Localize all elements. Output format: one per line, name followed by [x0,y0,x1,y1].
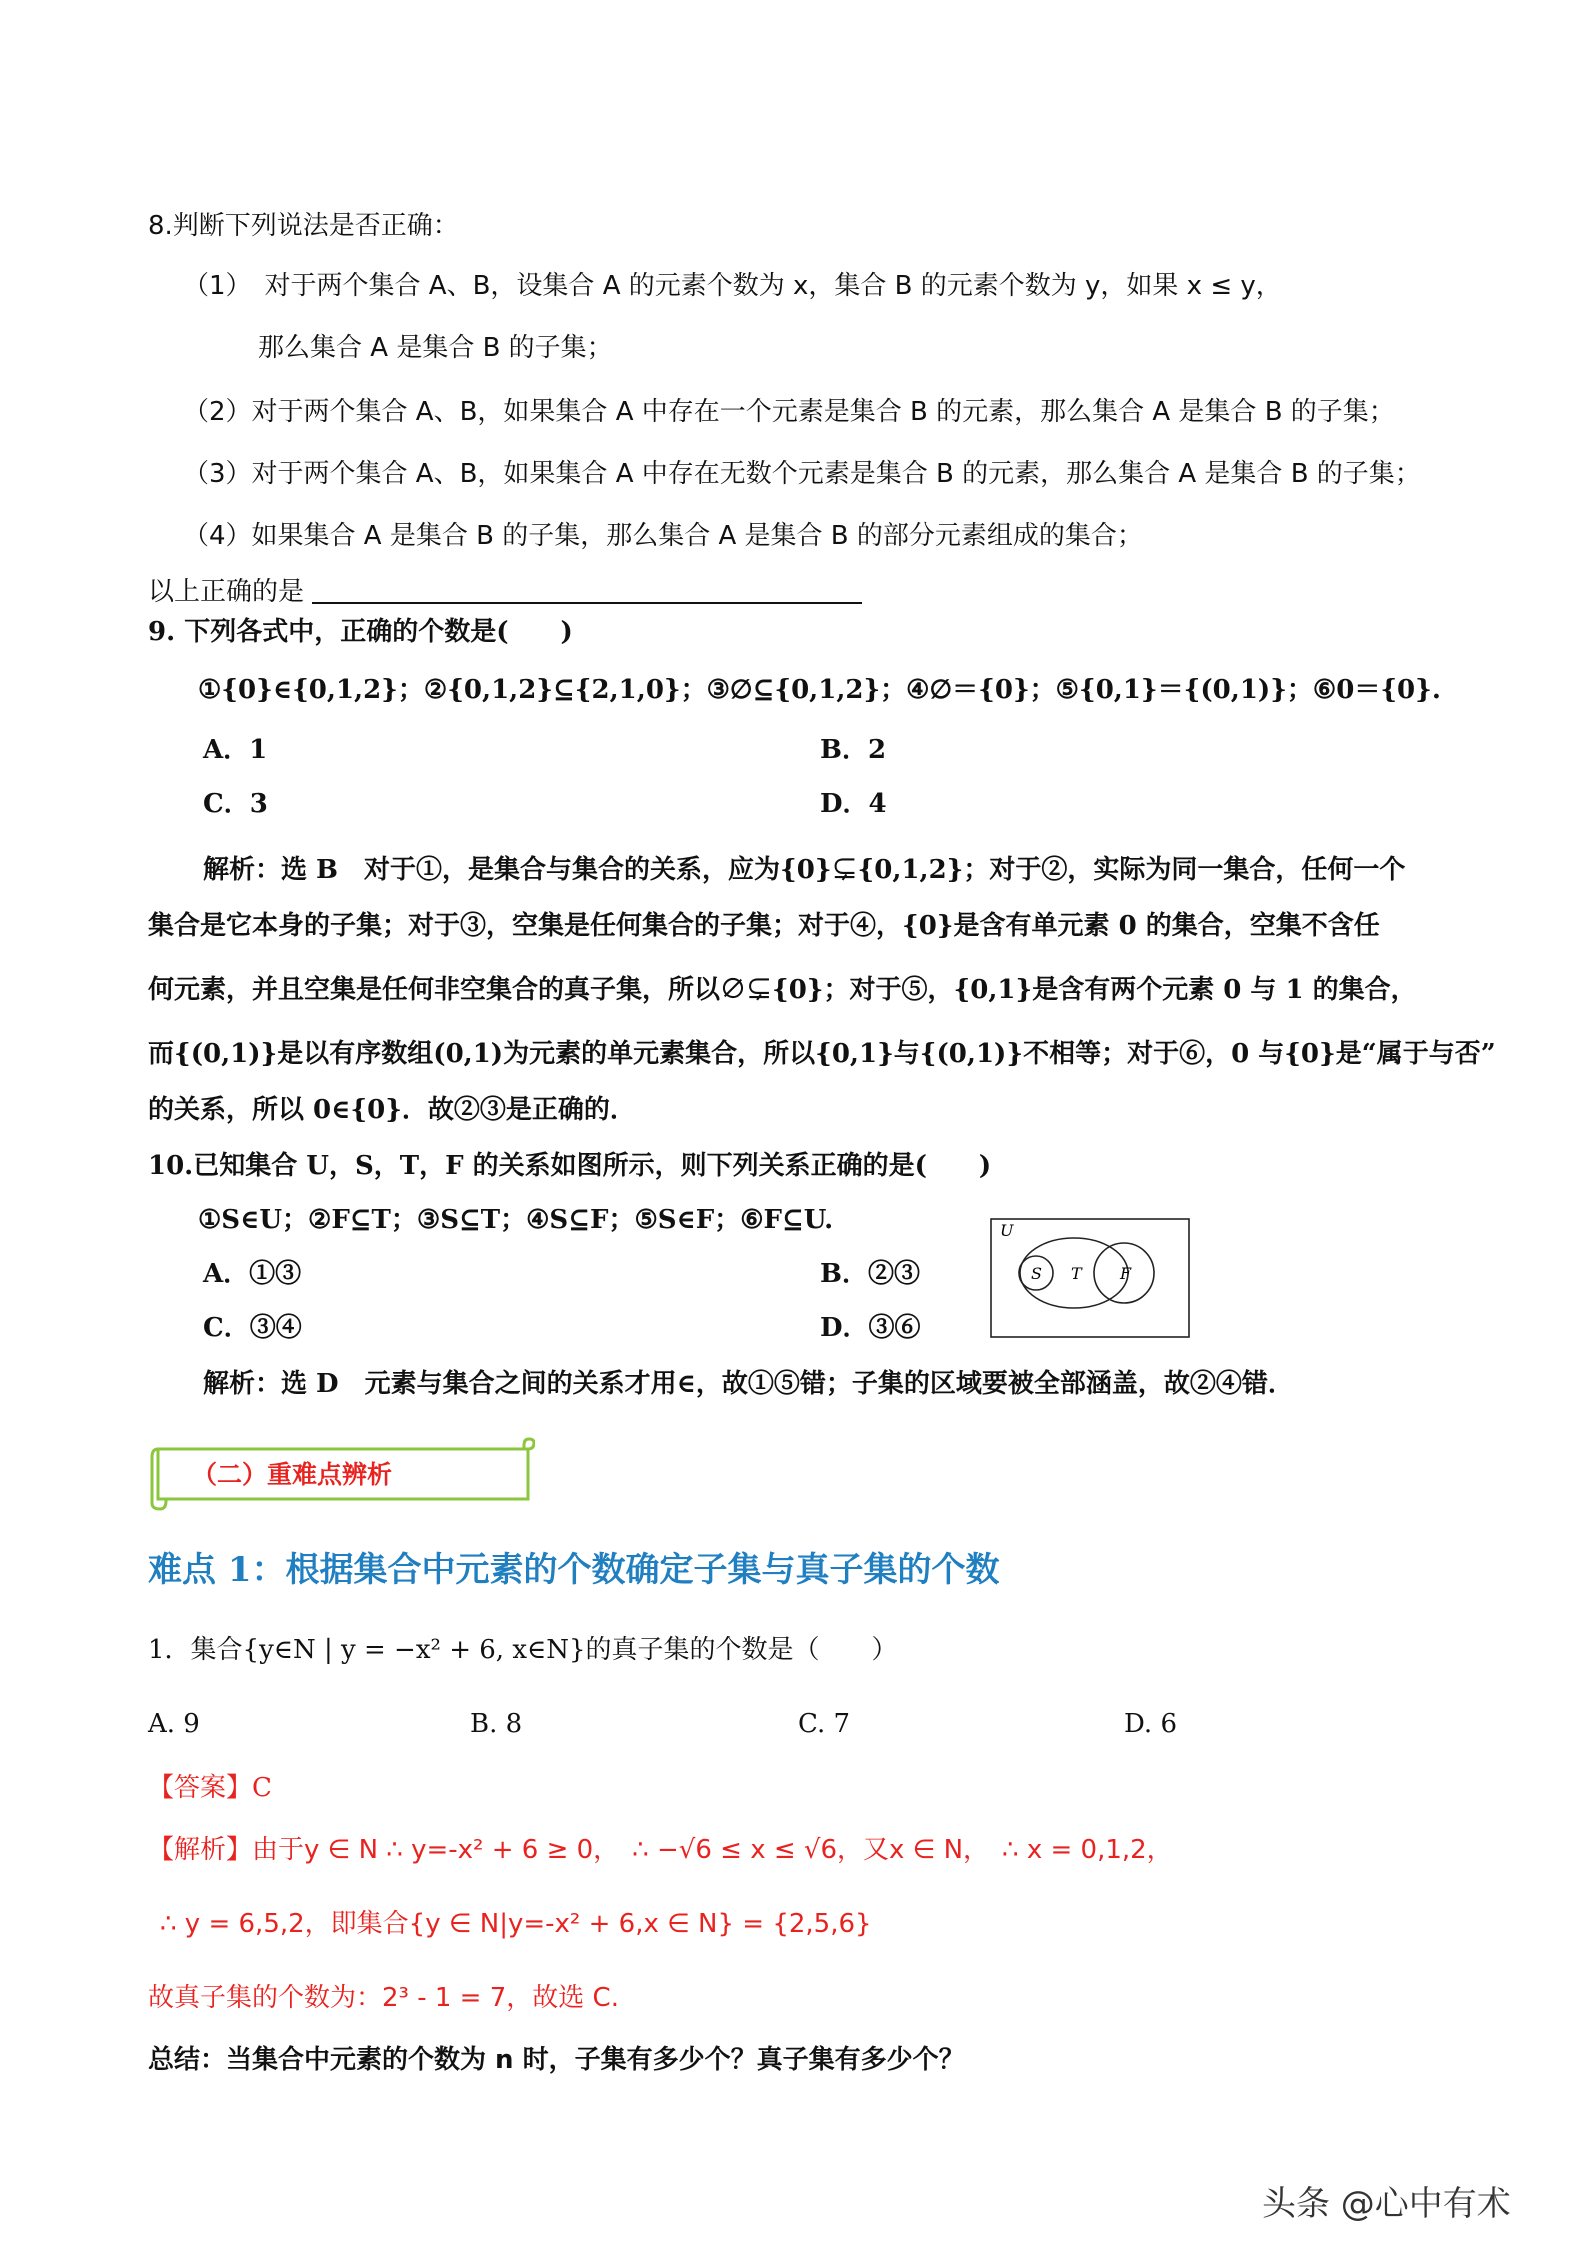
q9-title: 9. 下列各式中，正确的个数是( ) [148,617,573,647]
q9-items: ①{0}∈{0,1,2}；②{0,1,2}⊆{2,1,0}；③∅⊆{0,1,2}；④∅＝{0}；⑤{0,1}＝{(0,1)}；⑥0＝{0}. [198,675,1441,705]
q9-explanation-line-2: 集合是它本身的子集；对于③，空集是任何集合的子集；对于④，{0}是含有单元素 0 的集合，空集不含任 [148,911,1380,941]
p1-question: 1．集合{y∈N | y = −x² + 6, x∈N}的真子集的个数是（ ） [148,1635,898,1665]
p1-analysis-line-2: ∴ y = 6,5,2，即集合{y ∈ N|y=-x² + 6,x ∈ N} = {2,5,6} [160,1909,872,1939]
q9-explanation-line-5: 的关系，所以 0∈{0}．故②③是正确的． [148,1095,636,1125]
q8-title: 8.判断下列说法是否正确： [148,211,459,241]
p1-answer-value: C [252,1773,272,1803]
q8-statement-2: （2）对于两个集合 A、B，如果集合 A 中存在一个元素是集合 B 的元素，那么集合 A 是集合 B 的子集； [183,397,1395,427]
q9-explanation-line-1: 解析：选 B 对于①，是集合与集合的关系，应为{0}⊊{0,1,2}；对于②，实际为同一集合，任何一个 [203,855,1406,885]
p1-summary: 总结：当集合中元素的个数为 n 时，子集有多少个？真子集有多少个？ [148,2045,965,2075]
venn-diagram [990,1218,1190,1338]
q8-answer-prompt: 以上正确的是 [148,577,305,607]
p1-analysis-line-1 [148,1832,1173,1868]
q8-answer-blank [312,602,862,604]
q9-explanation-line-3: 何元素，并且空集是任何非空集合的真子集，所以∅⊊{0}；对于⑤，{0,1}是含有两个元素 0 与 1 的集合， [148,975,1417,1005]
q8-statement-1-line-2: 那么集合 A 是集合 B 的子集； [258,333,613,363]
venn-label-u: U [1000,1221,1014,1240]
section-heading: 难点 1：根据集合中元素的个数确定子集与真子集的个数 [148,1550,1000,1590]
section-banner [150,1437,535,1511]
p1-option-d: D. 6 [1124,1709,1177,1739]
q10-title: 10.已知集合 U，S，T，F 的关系如图所示，则下列关系正确的是( ) [148,1151,992,1181]
q8-statement-4: （4）如果集合 A 是集合 B 的子集，那么集合 A 是集合 B 的部分元素组成的集合； [183,521,1143,551]
q10-option-a: A．①③ [203,1259,302,1289]
q10-explanation: 解析：选 D 元素与集合之间的关系才用∈，故①⑤错；子集的区域要被全部涵盖，故②④错． [203,1369,1294,1399]
q9-explanation-line-4: 而{(0,1)}是以有序数组(0,1)为元素的单元素集合，所以{0,1}与{(0,1)}不相等；对于⑥，0 与{0}是“属于与否” [148,1039,1496,1069]
venn-label-t: T [1071,1264,1082,1283]
p1-answer-label: 【答案】 [148,1773,253,1803]
watermark: 头条 @心中有术 [1262,2184,1511,2224]
q9-option-c: C．3 [203,789,268,819]
p1-analysis-label: 【解析】 [148,1835,253,1865]
q10-items: ①S∈U；②F⊆T；③S⊆T；④S⊆F；⑤S∈F；⑥F⊆U. [198,1205,834,1235]
p1-analysis-line-3: 故真子集的个数为：2³ - 1 = 7，故选 C. [148,1983,619,2013]
q10-option-c: C．③④ [203,1313,302,1343]
p1-analysis-text-1: 由于y ∈ N ∴ y=-x² + 6 ≥ 0， ∴ −√6 ≤ x ≤ √6，又x ∈ N， ∴ x = 0,1,2， [252,1835,1173,1865]
q10-option-b: B．②③ [820,1259,920,1289]
p1-option-b: B. 8 [470,1709,523,1739]
section-banner-label: （二）重难点辨析 [192,1460,393,1489]
q8-statement-1-line-1: （1） 对于两个集合 A、B，设集合 A 的元素个数为 x，集合 B 的元素个数为 y，如果 x ≤ y， [183,271,1282,301]
q8-statement-3: （3）对于两个集合 A、B，如果集合 A 中存在无数个元素是集合 B 的元素，那么集合 A 是集合 B 的子集； [183,459,1421,489]
q9-option-b: B．2 [820,735,887,765]
q9-option-a: A．1 [203,735,268,765]
p1-option-a: A. 9 [148,1709,200,1739]
p1-option-c: C. 7 [798,1709,851,1739]
q10-option-d: D．③⑥ [820,1313,921,1343]
p1-answer [148,1770,272,1806]
q9-option-d: D．4 [820,789,887,819]
venn-label-f: F [1120,1264,1132,1283]
venn-label-s: S [1031,1264,1042,1283]
